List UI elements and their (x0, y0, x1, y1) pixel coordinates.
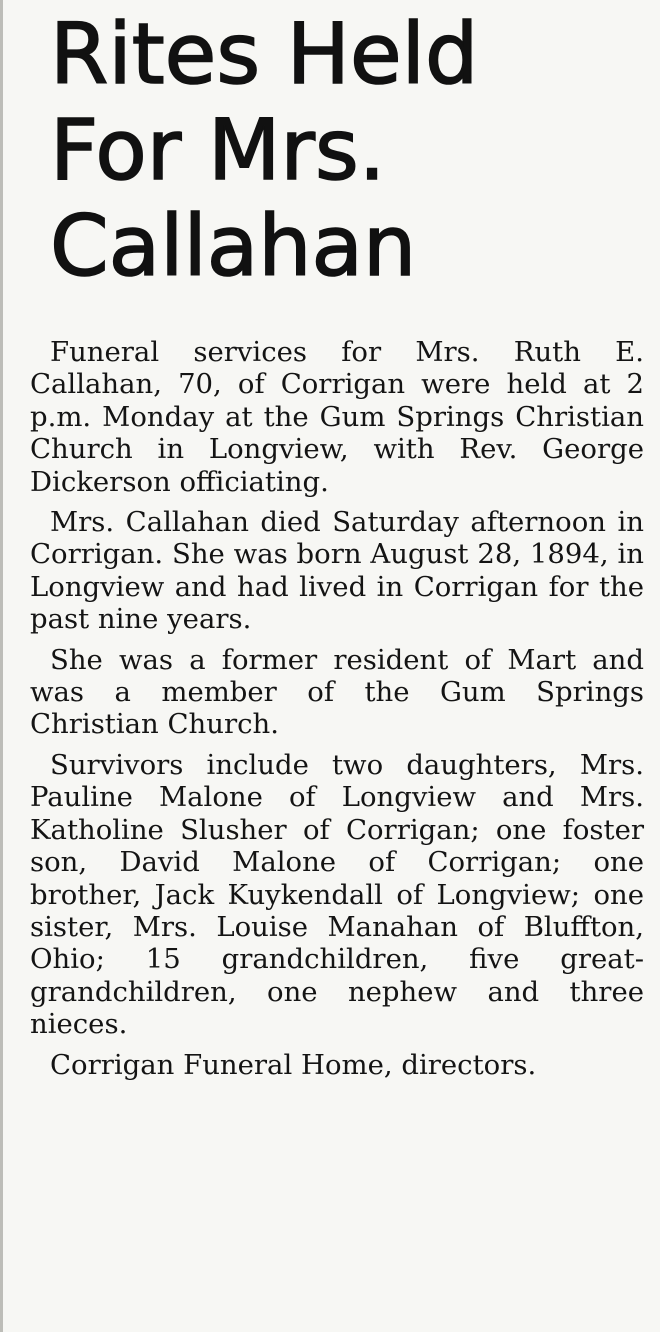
paragraph-residence: She was a former resident of Mart and was a member of the Gum Springs Christian Church. (30, 643, 644, 741)
paragraph-funeral-services: Funeral services for Mrs. Ruth E. Callahan, 70, of Corrigan were held at 2 p.m. Monday at the Gum Springs Christian Church in Longview, with Rev. George Dickerson officiating. (30, 336, 644, 498)
paragraph-funeral-home: Corrigan Funeral Home, directors. (50, 1048, 537, 1081)
article-body (30, 336, 644, 1089)
headline-line-2: For Mrs. (50, 101, 386, 199)
paragraph-death-details: Mrs. Callahan died Saturday afternoon in Corrigan. She was born August 28, 1894, in Longview and had lived in Corrigan for the past nine years. (30, 506, 644, 636)
headline-line-3: Callahan (50, 197, 417, 295)
paragraph-survivors: Survivors include two daughters, Mrs. Pauline Malone of Longview and Mrs. Katholine Slusher of Corrigan; one foster son, David Malone of Corrigan; one brother, Jack Kuykendall of Longview; one sister, Mrs. Louise Manahan of Bluffton, Ohio; 15 grandchildren, five great-grandchildren, one nephew and three nieces. (30, 748, 644, 1041)
headline-line-1: Rites Held (50, 5, 479, 103)
headline (50, 6, 478, 294)
